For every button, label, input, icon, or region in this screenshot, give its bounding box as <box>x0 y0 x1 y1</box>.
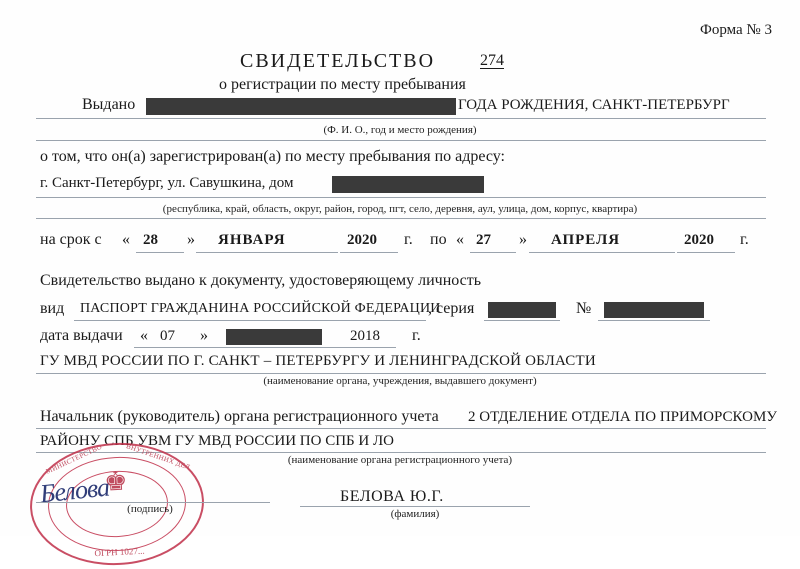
caption-chief: (наименование органа регистрационного учета) <box>287 454 513 466</box>
identity-authority-line <box>36 373 766 374</box>
chief-surname: БЕЛОВА Ю.Г. <box>340 488 444 505</box>
handwritten-signature: Белова <box>38 472 111 509</box>
chief-value-line2: РАЙОНУ СПБ УВМ ГУ МВД РОССИИ ПО СПБ И ЛО <box>40 433 395 449</box>
term-to-year: 2020 <box>684 232 714 248</box>
address-value: г. Санкт-Петербург, ул. Савушкина, дом <box>40 175 294 191</box>
issued-value-suffix: ГОДА РОЖДЕНИЯ, САНКТ-ПЕТЕРБУРГ <box>458 97 730 113</box>
redacted-number <box>604 302 704 318</box>
identity-number-line <box>598 320 710 321</box>
quote-open-to: « <box>456 231 464 248</box>
term-from-day-line <box>136 252 184 253</box>
address-second-underline <box>36 218 766 219</box>
redacted-fio <box>146 98 456 115</box>
term-from-year: 2020 <box>347 232 377 248</box>
fio-second-underline <box>36 140 766 141</box>
quote-close-from: » <box>187 231 195 248</box>
page-title: СВИДЕТЕЛЬСТВО <box>240 50 436 72</box>
redacted-issue-month <box>226 329 322 345</box>
term-from-label: на срок с <box>40 231 102 248</box>
identity-authority: ГУ МВД РОССИИ ПО Г. САНКТ – ПЕТЕРБУРГУ И ЛЕНИНГРАДСКОЙ ОБЛАСТИ <box>40 353 596 369</box>
identity-issue-date-label: дата выдачи <box>40 327 123 344</box>
redacted-series <box>488 302 556 318</box>
stamp-bottom-text: ОГРН 1027... <box>94 545 145 559</box>
address-underline <box>36 197 766 198</box>
caption-surname: (фамилия) <box>390 508 440 520</box>
caption-authority: (наименование органа, учреждения, выдавшего документ) <box>263 375 537 387</box>
term-to-day-line <box>470 252 516 253</box>
stamp-top-text-right: ВНУТРЕННИХ ДЕЛ <box>125 442 192 472</box>
form-number: Форма № 3 <box>700 22 772 38</box>
term-from-year-abbr: г. <box>404 231 413 248</box>
term-from-day: 28 <box>143 232 158 248</box>
identity-series-label: , серия <box>428 300 475 317</box>
term-to-month: АПРЕЛЯ <box>551 232 621 248</box>
chief-value-line1: 2 ОТДЕЛЕНИЕ ОТДЕЛА ПО ПРИМОРСКОМУ <box>468 409 777 425</box>
term-from-month: ЯНВАРЯ <box>218 232 286 248</box>
identity-intro: Свидетельство выдано к документу, удостоверяющему личность <box>40 272 482 289</box>
issued-label: Выдано <box>82 96 136 113</box>
term-to-month-line <box>529 252 675 253</box>
identity-number-label: № <box>576 300 592 317</box>
surname-line <box>300 506 530 507</box>
caption-signature: (подпись) <box>127 503 173 515</box>
registered-line: о том, что он(а) зарегистрирован(а) по месту пребывания по адресу: <box>40 148 505 165</box>
chief-line-1 <box>36 428 766 429</box>
identity-kind-value: ПАСПОРТ ГРАЖДАНИНА РОССИЙСКОЙ ФЕДЕРАЦИИ <box>80 301 441 316</box>
chief-label: Начальник (руководитель) органа регистрационного учета <box>40 408 439 425</box>
identity-issue-year: 2018 <box>350 328 380 344</box>
stamp-top-text-left: МИНИСТЕРСТВО <box>44 442 104 476</box>
term-to-year-abbr: г. <box>740 231 749 248</box>
caption-fio: (Ф. И. О., год и место рождения) <box>323 124 477 136</box>
quote-open-from: « <box>122 231 130 248</box>
term-to-label: по <box>430 231 447 248</box>
identity-kind-line <box>74 320 426 321</box>
identity-issue-year-abbr: г. <box>412 327 421 344</box>
page-subtitle: о регистрации по месту пребывания <box>219 76 466 93</box>
identity-series-line <box>484 320 560 321</box>
redacted-address <box>332 176 484 193</box>
identity-issue-day: 07 <box>160 328 175 344</box>
term-to-day: 27 <box>476 232 491 248</box>
term-from-month-line <box>196 252 338 253</box>
double-eagle-icon: ♚ <box>103 466 129 497</box>
term-from-year-line <box>340 252 398 253</box>
identity-issue-date-line <box>134 347 396 348</box>
identity-kind-label: вид <box>40 300 65 317</box>
issued-underline <box>36 118 766 119</box>
certificate-number: 274 <box>480 52 504 69</box>
caption-address: (республика, край, область, округ, район, город, пгт, село, деревня, аул, улица, дом, корпус, квартира) <box>162 203 638 215</box>
quote-close-issue: » <box>200 327 208 344</box>
quote-open-issue: « <box>140 327 148 344</box>
quote-close-to: » <box>519 231 527 248</box>
term-to-year-line <box>677 252 735 253</box>
